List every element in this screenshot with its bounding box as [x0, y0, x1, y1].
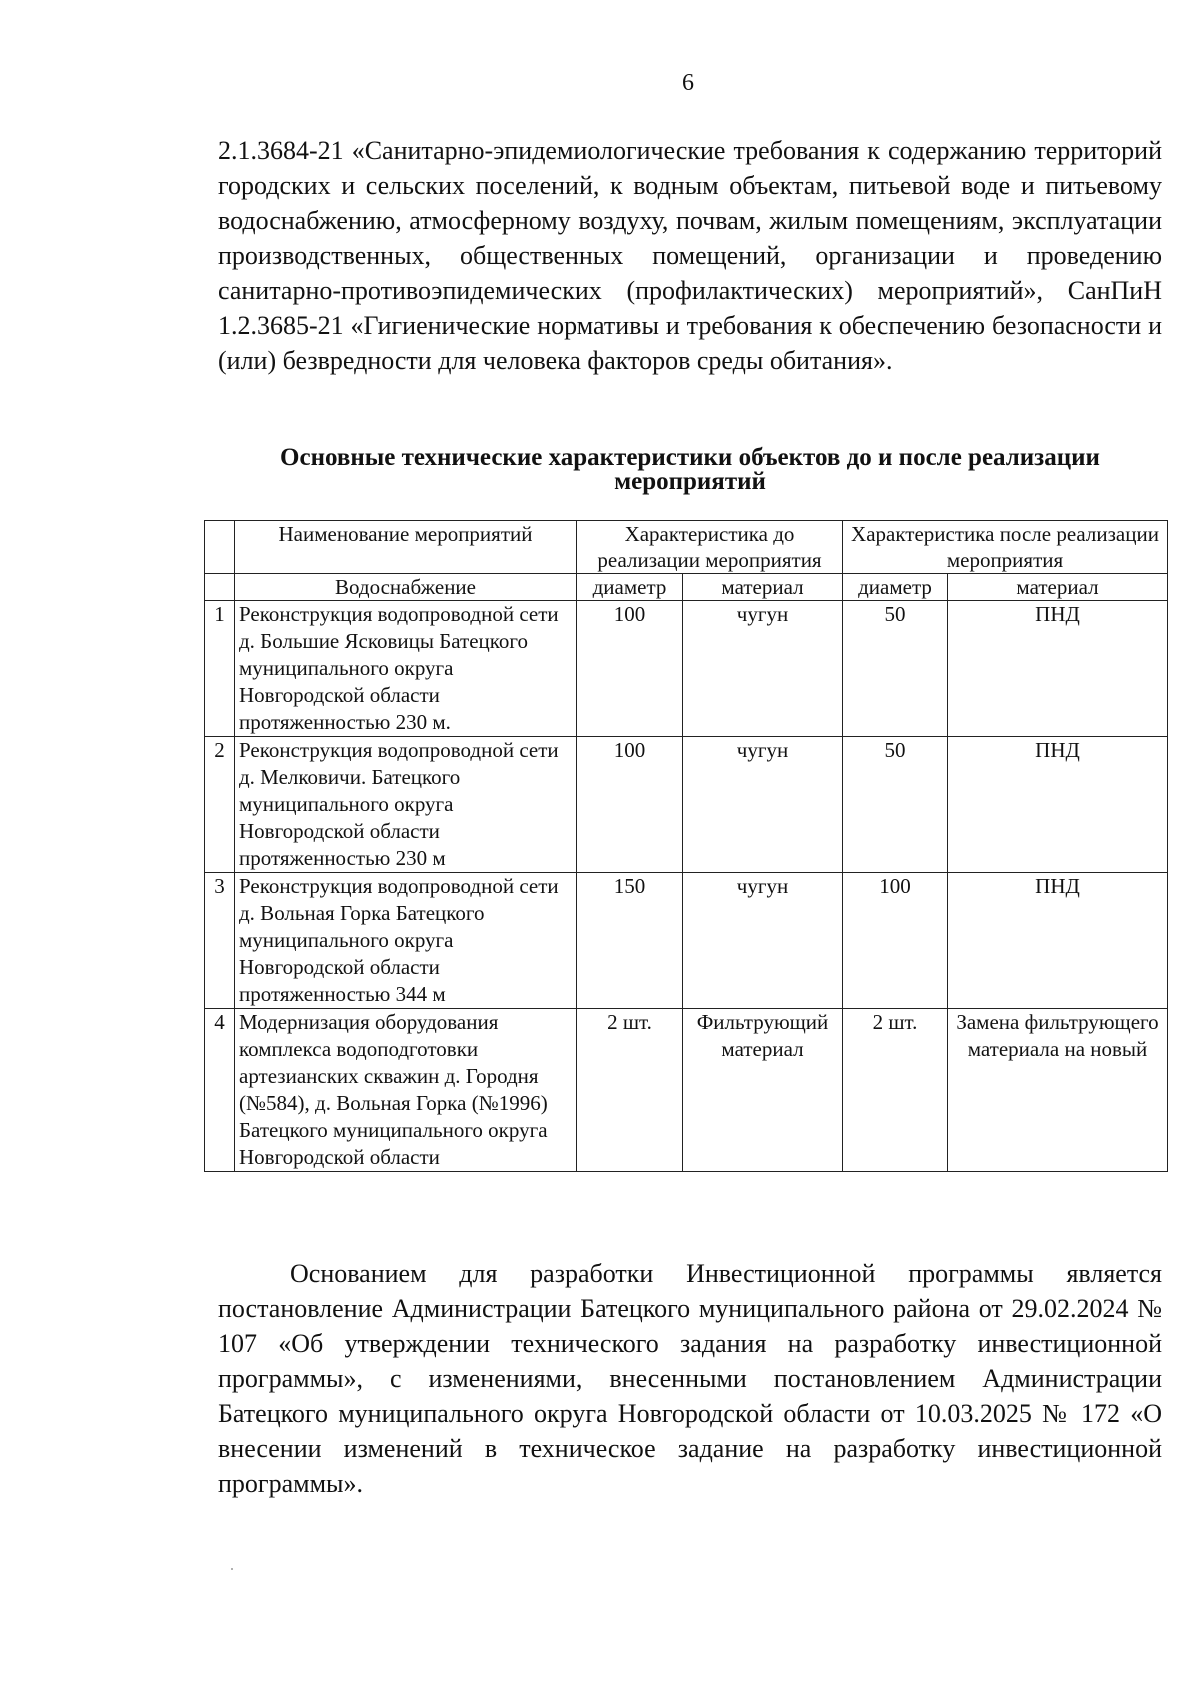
table-header-row [205, 521, 1168, 574]
row-after-diameter: 2 шт. [843, 1009, 948, 1172]
row-after-material: ПНД [948, 601, 1168, 737]
section-title [218, 446, 1162, 494]
row-before-material: Фильтрующий материал [683, 1009, 843, 1172]
table-subheader-row [205, 574, 1168, 601]
row-after-material: Замена фильтрующего материала на новый [948, 1009, 1168, 1172]
table-row [205, 601, 1168, 737]
row-before-diameter: 100 [577, 601, 683, 737]
row-before-material: чугун [683, 601, 843, 737]
header-before: Характеристика до реализации мероприятия [577, 521, 843, 574]
table-row [205, 737, 1168, 873]
subheader-before-material: материал [683, 574, 843, 601]
row-name: Реконструкция водопроводной сети д. Мелковичи. Батецкого муниципального округа Новгородской области протяженностью 230 м [235, 737, 577, 873]
subheader-after-diameter: диаметр [843, 574, 948, 601]
row-after-material: ПНД [948, 737, 1168, 873]
row-before-diameter: 100 [577, 737, 683, 873]
subheader-after-material: материал [948, 574, 1168, 601]
table-row [205, 873, 1168, 1009]
page-number: 6 [682, 70, 694, 96]
row-after-diameter: 100 [843, 873, 948, 1009]
group-label: Водоснабжение [235, 574, 577, 601]
table-row [205, 1009, 1168, 1172]
scan-speck [231, 1568, 233, 1570]
row-name: Реконструкция водопроводной сети д. Большие Ясковицы Батецкого муниципального округа Новгородской области протяженностью 230 м. [235, 601, 577, 737]
row-num: 3 [205, 873, 235, 1009]
specs-table [204, 520, 1168, 1172]
row-after-diameter: 50 [843, 737, 948, 873]
section-title-line1: Основные технические характеристики объектов до и после реализации [280, 444, 1100, 471]
intro-paragraph: 2.1.3684-21 «Санитарно-эпидемиологические требования к содержанию территорий городских и сельских поселений, к водным объектам, питьевой воде и питьевому водоснабжению, атмосферному воздуху, почвам, жилым помещениям, эксплуатации производственных, общественных помещений, организации и проведению санитарно-противоэпидемических (профилактических) мероприятий», СанПиН 1.2.3685-21 «Гигиенические нормативы и требования к обеспечению безопасности и (или) безвредности для человека факторов среды обитания». [218, 136, 1162, 375]
row-num: 2 [205, 737, 235, 873]
row-before-diameter: 150 [577, 873, 683, 1009]
row-num: 4 [205, 1009, 235, 1172]
section-title-line2: мероприятий [614, 468, 766, 495]
row-before-material: чугун [683, 873, 843, 1009]
subheader-before-diameter: диаметр [577, 574, 683, 601]
row-name: Реконструкция водопроводной сети д. Вольная Горка Батецкого муниципального округа Новгородской области протяженностью 344 м [235, 873, 577, 1009]
row-after-diameter: 50 [843, 601, 948, 737]
row-name: Модернизация оборудования комплекса водоподготовки артезианских скважин д. Городня (№584), д. Вольная Горка (№1996) Батецкого муниципального округа Новгородской области [235, 1009, 577, 1172]
header-after: Характеристика после реализации мероприятия [843, 521, 1168, 574]
closing-paragraph: Основанием для разработки Инвестиционной программы является постановление Администрации Батецкого муниципального района от 29.02.2024 № 107 «Об утверждении технического задания на разработку инвестиционной программы», с изменениями, внесенными постановлением Администрации Батецкого муниципального округа Новгородской области от 10.03.2025 № 172 «О внесении изменений в техническое задание на разработку инвестиционной программы». [218, 1259, 1162, 1498]
header-name: Наименование мероприятий [235, 521, 577, 574]
header-num [205, 521, 235, 574]
row-after-material: ПНД [948, 873, 1168, 1009]
row-before-diameter: 2 шт. [577, 1009, 683, 1172]
row-before-material: чугун [683, 737, 843, 873]
subheader-num [205, 574, 235, 601]
row-num: 1 [205, 601, 235, 737]
